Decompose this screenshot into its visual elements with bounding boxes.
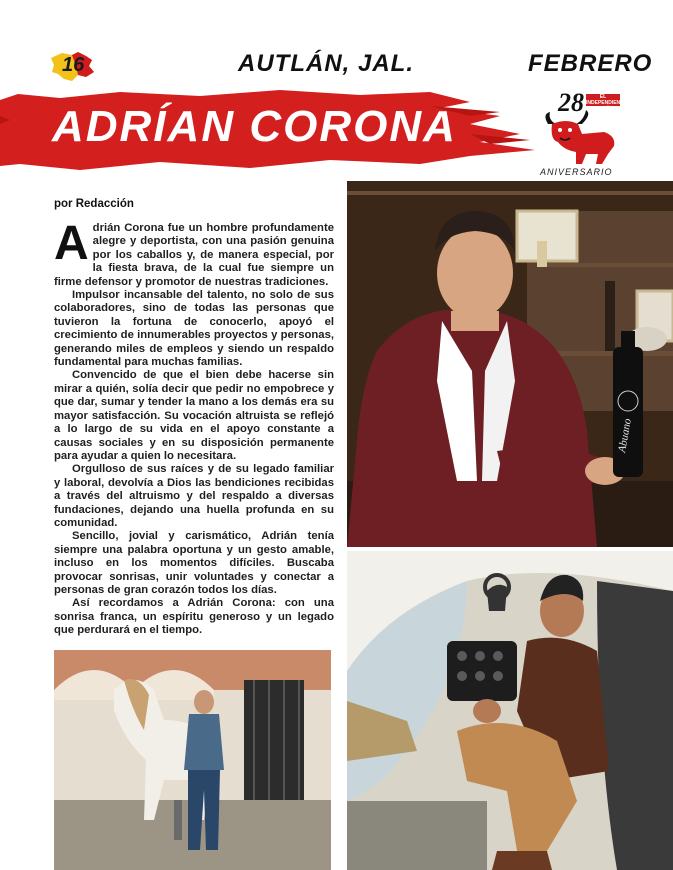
article-title: ADRÍAN CORONA — [52, 102, 457, 151]
page-number: 16 — [62, 54, 85, 76]
article-paragraph: Sencillo, jovial y carismático, Adrián tenía siempre una palabra oportuna y un gesto amable, incluso en los momentos difíciles. Buscaba provocar sonrisas, unir voluntades y conectar a personas de gran corazón todos los días. — [54, 530, 334, 596]
article-paragraph: Orgulloso de sus raíces y de su legado familiar y laboral, devolvía a Dios las bendiciones recibidas a través del altruismo y del respaldo a diversas fundaciones, dejando una huella profunda en su comunidad. — [54, 463, 334, 529]
article-paragraph: Impulsor incansable del talento, no solo de sus colaboradores, sino de todas las personas que tuvieron la fortuna de conocerlo, apoyó el crecimiento de innumerables proyectos y personas, generando miles de empleos y siendo un respaldo fundamental para muchas familias. — [54, 289, 334, 369]
article-paragraph: Adrián Corona fue un hombre profundamente alegre y deportista, con una pasión genuina por los caballos y, de manera especial, por la fiesta brava, de la cual fue siempre un firme defensor y promotor de nuestras tradiciones. — [54, 217, 334, 288]
portrait-photo — [347, 181, 673, 547]
article-paragraph: Así recordamos a Adrián Corona: con una sonrisa franca, un espíritu generoso y un legado que perdurará en el tiempo. — [54, 597, 334, 637]
anniversary-logo — [532, 88, 627, 178]
anniversary-text: ANIVERSARIO — [540, 167, 613, 177]
byline: por Redacción — [54, 198, 134, 210]
article-body — [54, 217, 334, 638]
horse-photo — [54, 650, 331, 870]
page-number-badge — [48, 50, 98, 84]
month-label: FEBRERO — [528, 50, 653, 77]
bull-icon — [538, 110, 618, 166]
anniversary-number: 28 — [558, 88, 584, 117]
article-paragraph: Convencido de que el bien debe hacerse sin mirar a quién, solía decir que pedir no empobrece y que dar, sumar y tender la mano a los demás era su mayor satisfacción. Su vocación altruista se reflejó a lo largo de su vida en el apoyo constante a causas sociales y en su disposición permanente para ayudar a quien lo necesitara. — [54, 369, 334, 462]
bottle-label: Abuano — [616, 417, 634, 454]
newspaper-tag: EL INDEPENDIENTE AUTLÁN — [586, 94, 627, 112]
drop-cap: A — [54, 217, 89, 270]
helicopter-photo — [347, 551, 673, 870]
city-label: AUTLÁN, JAL. — [238, 50, 414, 77]
